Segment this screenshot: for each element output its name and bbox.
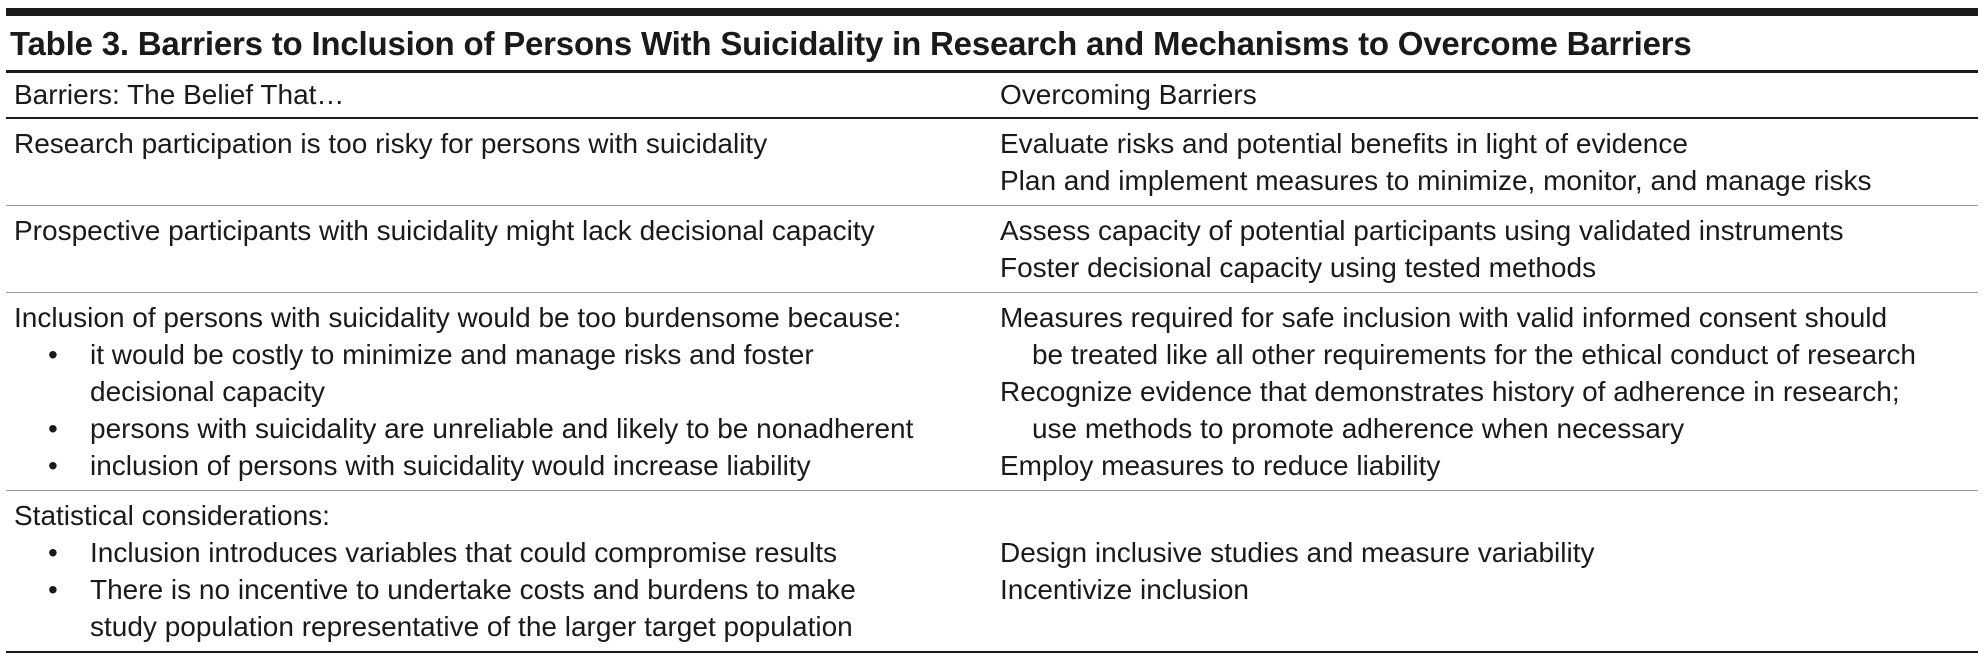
bullet-line: study population representative of the larger target population bbox=[90, 611, 853, 642]
overcoming-cell bbox=[1000, 125, 1974, 199]
bullet-text bbox=[90, 336, 814, 410]
barrier-cell bbox=[10, 125, 1000, 199]
overcoming-text: Plan and implement measures to minimize, monitor, and manage risks bbox=[999, 165, 1872, 196]
overcoming-cell bbox=[1000, 212, 1974, 286]
bullet-icon: • bbox=[48, 413, 58, 444]
bullet-line: inclusion of persons with suicidality would increase liability bbox=[90, 450, 811, 481]
bullet-icon: • bbox=[48, 450, 58, 481]
overcoming-text: Measures required for safe inclusion with valid informed consent should bbox=[999, 302, 1888, 333]
bullet-item bbox=[14, 410, 1000, 447]
barrier-cell bbox=[10, 299, 1000, 484]
bullet-item bbox=[14, 447, 1000, 484]
barrier-text: Statistical considerations: bbox=[14, 500, 330, 531]
bullet-item bbox=[14, 571, 1000, 645]
overcoming-cell bbox=[1000, 299, 1974, 484]
table-row bbox=[6, 119, 1978, 205]
bullet-text bbox=[90, 534, 837, 571]
overcoming-cell bbox=[1000, 497, 1974, 645]
barrier-text: Prospective participants with suicidality might lack decisional capacity bbox=[14, 215, 875, 246]
bullet-text bbox=[90, 447, 811, 484]
table-title: Table 3. Barriers to Inclusion of Persons With Suicidality in Research and Mechanisms to Overcome Barriers bbox=[10, 25, 1692, 62]
overcoming-text: Evaluate risks and potential benefits in light of evidence bbox=[999, 128, 1688, 159]
overcoming-text: Design inclusive studies and measure variability bbox=[999, 537, 1595, 568]
header-barriers: Barriers: The Belief That… bbox=[14, 79, 345, 110]
table-container bbox=[6, 8, 1978, 653]
bullet-item bbox=[14, 336, 1000, 410]
overcoming-continuation: be treated like all other requirements for the ethical conduct of research bbox=[1031, 339, 1917, 370]
bullet-icon: • bbox=[48, 574, 58, 605]
header-overcoming: Overcoming Barriers bbox=[999, 79, 1257, 110]
bullet-icon: • bbox=[48, 339, 58, 370]
table-row bbox=[6, 293, 1978, 490]
table-row bbox=[6, 491, 1978, 651]
overcoming-text: Recognize evidence that demonstrates history of adherence in research; bbox=[999, 376, 1900, 407]
overcoming-continuation: use methods to promote adherence when necessary bbox=[1031, 413, 1685, 444]
bullet-item bbox=[14, 534, 1000, 571]
bullet-text bbox=[90, 410, 913, 447]
barrier-text: Inclusion of persons with suicidality would be too burdensome because: bbox=[14, 302, 902, 333]
barrier-cell bbox=[10, 212, 1000, 286]
barrier-cell bbox=[10, 497, 1000, 645]
barrier-text: Research participation is too risky for persons with suicidality bbox=[14, 128, 768, 159]
row-spacer bbox=[1000, 497, 1974, 534]
overcoming-text: Incentivize inclusion bbox=[999, 574, 1249, 605]
overcoming-text: Assess capacity of potential participants using validated instruments bbox=[999, 215, 1844, 246]
bullet-line: it would be costly to minimize and manage risks and foster bbox=[90, 339, 814, 370]
table-row bbox=[6, 206, 1978, 292]
bullet-text bbox=[90, 571, 856, 645]
bullet-line: decisional capacity bbox=[90, 376, 326, 407]
bottom-rule bbox=[6, 651, 1978, 653]
bullet-line: Inclusion introduces variables that could compromise results bbox=[90, 537, 838, 568]
bullet-line: There is no incentive to undertake costs and burdens to make bbox=[90, 574, 856, 605]
bullet-icon: • bbox=[48, 537, 58, 568]
top-rule bbox=[6, 8, 1978, 16]
overcoming-text: Foster decisional capacity using tested methods bbox=[999, 252, 1597, 283]
header-row bbox=[6, 73, 1978, 117]
bullet-line: persons with suicidality are unreliable and likely to be nonadherent bbox=[90, 413, 914, 444]
overcoming-text: Employ measures to reduce liability bbox=[999, 450, 1441, 481]
